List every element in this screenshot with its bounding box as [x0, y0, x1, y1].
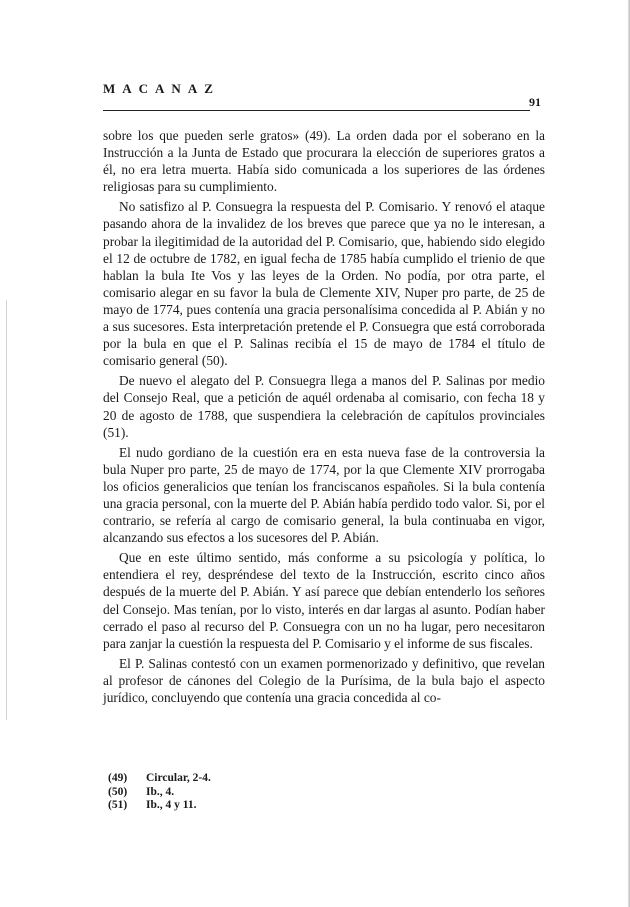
running-title: MACANAZ: [103, 81, 220, 96]
footnote-text: Ib., 4 y 11.: [146, 799, 197, 811]
footnote-text: Ib., 4.: [146, 785, 175, 798]
footnote-number: (50): [108, 785, 128, 798]
footnotes: [108, 772, 211, 813]
body-text: [103, 127, 545, 709]
page-number: 91: [529, 95, 541, 109]
paragraph: No satisfizo al P. Consuegra la respuesta del P. Comisario. Y renovó el ataque pasando ahora de la invalidez de los breves que parece que ya no le interesan, a probar la ilegitimidad de la autoridad del P. Comisario, que, habiendo sido elegido el 12 de octubre de 1782, en igual fecha de 1785 había cumplido el trienio de que hablan la bula Ite Vos y las leyes de la Orden. No podía, por otra parte, el comisario alegar en su favor la bula de Clemente XIV, Nuper pro parte, de 25 de mayo de 1774, pues contenía una gracia personalísima concedida al P. Abián y no a sus sucesores. Esta interpretación pretende el P. Consuegra que está corroborada por la bula en que el P. Salinas recibía el 15 de mayo de 1784 el título de comisario general (50).: [103, 199, 545, 369]
header-rule: [103, 110, 530, 111]
footnote-number: (51): [108, 799, 128, 811]
footnote-number: (49): [108, 772, 128, 784]
binding-edge-line: [6, 300, 7, 720]
footnote: [108, 799, 211, 813]
footnote-text: Circular, 2-4.: [146, 772, 211, 784]
paragraph: El nudo gordiano de la cuestión era en esta nueva fase de la controversia la bula Nuper pro parte, 25 de mayo de 1774, por la que Clemente XIV prorrogaba los oficios generalicios que tenían los franciscanos españoles. Si la bula contenía una gracia personal, con la muerte del P. Abián había perdido todo valor. Si, por el contrario, se refería al cargo de comisario general, la bula continuaba en vigor, alcanzando sus efectos a los sucesores del P. Abián.: [103, 444, 545, 546]
paragraph: sobre los que pueden serle gratos» (49). La orden dada por el soberano en la Instrucción a la Junta de Estado que procurara la elección de superiores gratos a él, no era letra muerta. Había sido comunicada a los superiores de las órdenes religiosas para su cumplimiento.: [103, 128, 545, 195]
footnote: [108, 772, 211, 786]
paragraph: De nuevo el alegato del P. Consuegra llega a manos del P. Salinas por medio del Consejo Real, que a petición de aquél ordenaba al comisario, con fecha 18 y 20 de agosto de 1788, que suspendiera la celebración de capítulos provinciales (51).: [103, 373, 545, 440]
paragraph: Que en este último sentido, más conforme a su psicología y política, lo entendiera el rey, despréndese del texto de la Instrucción, escrito cinco años después de la muerte del P. Abián. Y así parece que debían entenderlo los señores del Consejo. Mas tenían, por lo visto, interés en dar largas al asunto. Podían haber cerrado el paso al recurso del P. Consuegra con un no ha lugar, pero necesitaron para zanjar la cuestión la respuesta del P. Comisario y el informe de sus fiscales.: [103, 550, 545, 651]
footnote: [108, 786, 211, 800]
paragraph: El P. Salinas contestó con un examen pormenorizado y definitivo, que revelan al profesor de cánones del Colegio de la Purísima, de la bula bajo el aspecto jurídico, concluyendo que contenía una gracia concedida al co-: [103, 655, 545, 705]
